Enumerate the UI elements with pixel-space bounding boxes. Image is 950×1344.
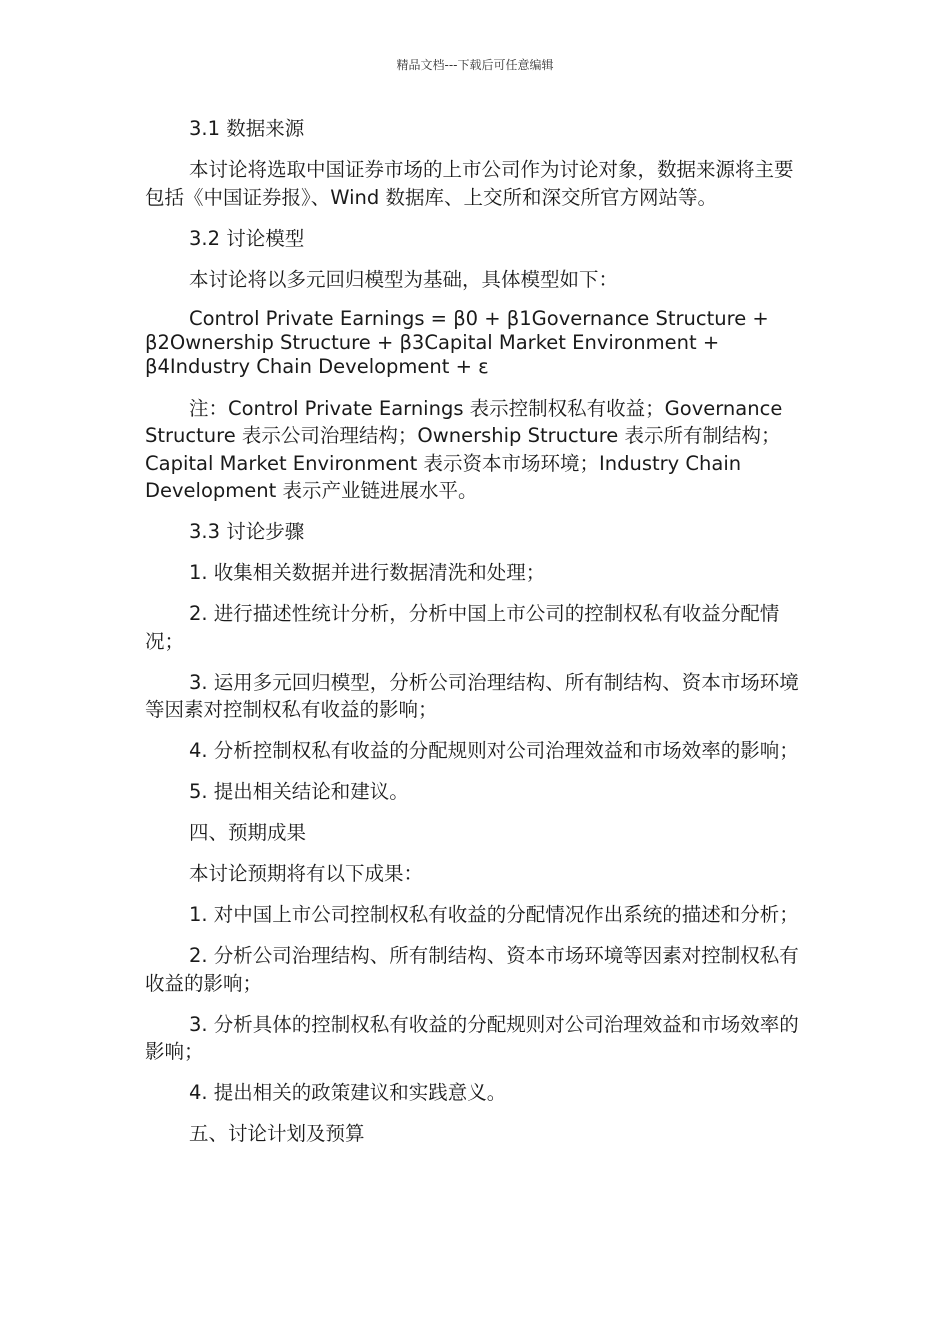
- regression-formula: Control Private Earnings = β0 + β1Governance Structure + β2Ownership Structure + β3Capital Market Environment + β4Industry Chain Development + ε: [145, 306, 769, 378]
- step-3: 3. 运用多元回归模型，分析公司治理结构、所有制结构、资本市场环境等因素对控制权私有收益的影响；: [145, 670, 799, 721]
- outcome-1: 1. 对中国上市公司控制权私有收益的分配情况作出系统的描述和分析；: [189, 903, 799, 926]
- section-heading-5: 五、讨论计划及预算: [189, 1122, 365, 1145]
- section-heading-4: 四、预期成果: [189, 821, 307, 844]
- section-heading-3-3: 3.3 讨论步骤: [189, 520, 305, 543]
- model-intro-paragraph: 本讨论将以多元回归模型为基础，具体模型如下：: [189, 267, 619, 291]
- formula-note: 注：Control Private Earnings 表示控制权私有收益；Governance Structure 表示公司治理结构；Ownership Structure 表示所有制结构；Capital Market Environment 表示资本市场环境；Industry Chain Development 表示产业链进展水平。: [145, 396, 783, 502]
- step-1: 1. 收集相关数据并进行数据清洗和处理；: [189, 561, 546, 584]
- section-heading-3-2: 3.2 讨论模型: [189, 226, 305, 250]
- data-source-paragraph: 本讨论将选取中国证券市场的上市公司作为讨论对象，数据来源将主要包括《中国证券报》、Wind 数据库、上交所和深交所官方网站等。: [145, 158, 794, 209]
- step-5: 5. 提出相关结论和建议。: [189, 780, 409, 803]
- outcomes-intro: 本讨论预期将有以下成果：: [189, 862, 424, 885]
- outcome-3: 3. 分析具体的控制权私有收益的分配规则对公司治理效益和市场效率的影响；: [145, 1012, 799, 1063]
- outcome-2: 2. 分析公司治理结构、所有制结构、资本市场环境等因素对控制权私有收益的影响；: [145, 944, 799, 995]
- outcome-4: 4. 提出相关的政策建议和实践意义。: [189, 1081, 507, 1104]
- step-4: 4. 分析控制权私有收益的分配规则对公司治理效益和市场效率的影响；: [189, 739, 799, 762]
- document-body: [145, 115, 805, 1161]
- step-2: 2. 进行描述性统计分析，分析中国上市公司的控制权私有收益分配情况；: [145, 602, 780, 653]
- section-heading-3-1: 3.1 数据来源: [189, 117, 305, 140]
- page-header: 精品文档---下载后可任意编辑: [396, 58, 554, 72]
